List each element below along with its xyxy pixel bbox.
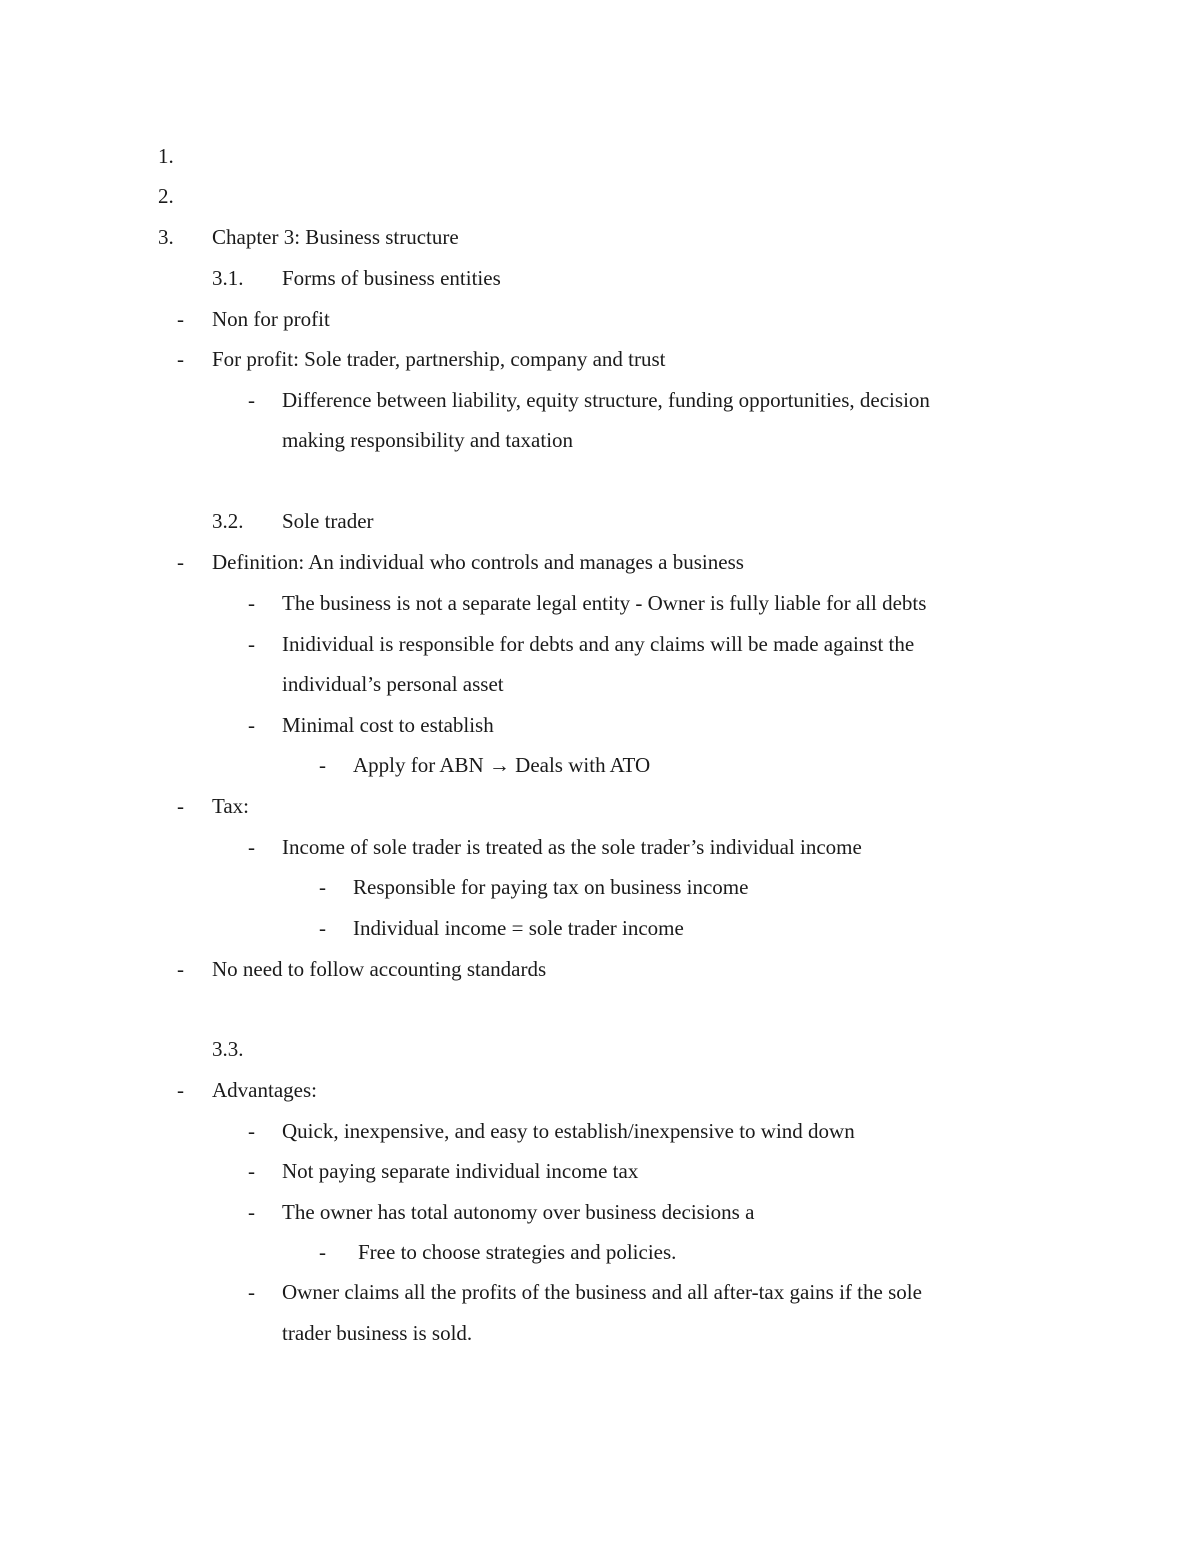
section-number: 3.2. [212,509,244,533]
bullet-dash: - [248,1200,255,1224]
bullet-text: Inidividual is responsible for debts and any claims will be made against the [282,632,915,656]
bullet-dash: - [248,591,255,615]
section-number: 3.1. [212,266,244,290]
bullet-text: Responsible for paying tax on business income [353,875,749,899]
bullet-dash: - [177,794,184,818]
list-number: 1. [158,144,174,168]
list-number: 2. [158,184,174,208]
bullet-dash: - [319,1240,326,1264]
bullet-text: individual’s personal asset [282,672,504,696]
bullet-dash: - [319,916,326,940]
bullet-text: Minimal cost to establish [282,713,494,737]
bullet-dash: - [248,1280,255,1304]
bullet-dash: - [319,875,326,899]
bullet-text: Apply for ABN → Deals with ATO [353,753,651,777]
bullet-text: Quick, inexpensive, and easy to establish/inexpensive to wind down [282,1119,855,1143]
bullet-text: Owner claims all the profits of the business and all after-tax gains if the sole [282,1280,922,1304]
bullet-dash: - [248,713,255,737]
bullet-text: Non for profit [212,307,330,331]
bullet-dash: - [177,550,184,574]
bullet-text: Income of sole trader is treated as the sole trader’s individual income [282,835,862,859]
bullet-text: Individual income = sole trader income [353,916,684,940]
bullet-text: making responsibility and taxation [282,428,574,452]
bullet-text: Definition: An individual who controls and manages a business [212,550,744,574]
bullet-text: Advantages: [212,1078,317,1102]
bullet-dash: - [248,835,255,859]
chapter-title: Chapter 3: Business structure [212,225,459,249]
bullet-dash: - [177,307,184,331]
bullet-dash: - [248,1159,255,1183]
bullet-dash: - [177,1078,184,1102]
bullet-text: Free to choose strategies and policies. [358,1240,677,1264]
bullet-text: trader business is sold. [282,1321,473,1345]
bullet-text: No need to follow accounting standards [212,957,547,981]
section-title: Sole trader [282,509,374,533]
bullet-dash: - [319,753,326,777]
section-title: Forms of business entities [282,266,501,290]
bullet-text: Difference between liability, equity structure, funding opportunities, decision [282,388,930,412]
bullet-text: For profit: Sole trader, partnership, company and trust [212,347,666,371]
bullet-dash: - [248,388,255,412]
bullet-dash: - [248,1119,255,1143]
bullet-dash: - [177,347,184,371]
bullet-text: The owner has total autonomy over business decisions a [282,1200,755,1224]
bullet-dash: - [177,957,184,981]
bullet-text: The business is not a separate legal entity - Owner is fully liable for all debts [282,591,927,615]
bullet-text: Not paying separate individual income tax [282,1159,639,1183]
section-number: 3.3. [212,1037,244,1061]
bullet-text: Tax: [212,794,250,818]
list-number: 3. [158,225,174,249]
bullet-dash: - [248,632,255,656]
